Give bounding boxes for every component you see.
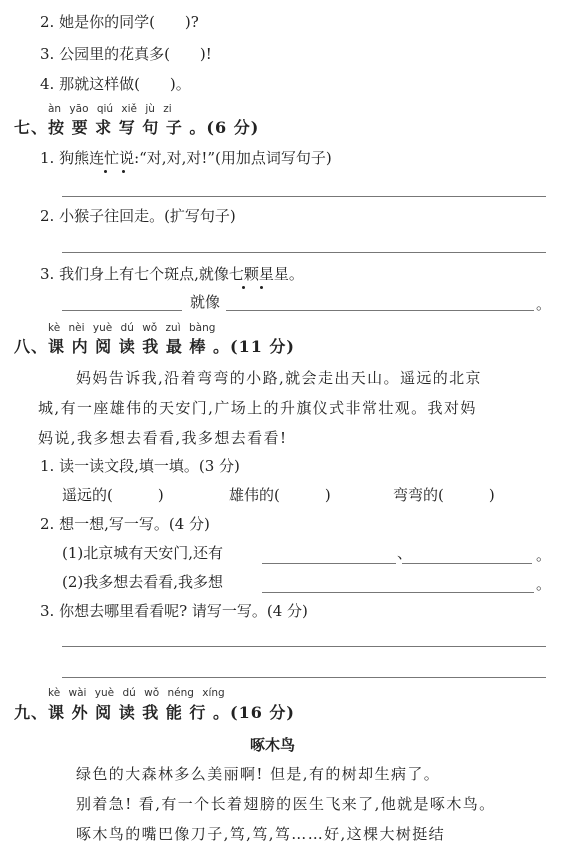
s8-q2-blank-3[interactable]	[262, 592, 534, 593]
s8-q1-item-2: 雄伟的( )	[229, 486, 331, 504]
s8-q2-blank-2[interactable]	[402, 563, 532, 564]
s7-q2-answer-line[interactable]	[62, 252, 546, 253]
s8-q3: 3. 你想去哪里看看呢? 请写一写。(4 分)	[40, 602, 308, 620]
s6-item-2: 2. 她是你的同学( )?	[40, 13, 199, 31]
s9-pinyin: kè wài yuè dú wǒ néng xíng	[48, 687, 225, 699]
s8-q1: 1. 读一读文段,填一填。(3 分)	[40, 457, 240, 475]
s9-heading: 九、课 外 阅 读 我 能 行 。(16 分)	[14, 703, 295, 722]
s8-q2: 2. 想一想,写一写。(4 分)	[40, 515, 210, 533]
s7-q3-blank-1[interactable]	[62, 310, 182, 311]
s8-q2-sub-1: (1)北京城有天安门,还有	[62, 544, 224, 562]
emphasis-dot	[242, 286, 245, 289]
s9-story-title: 啄木鸟	[250, 736, 296, 754]
emphasis-dot	[260, 286, 263, 289]
s7-q3-blank-2[interactable]	[226, 310, 534, 311]
s8-q2-blank-1[interactable]	[262, 563, 396, 564]
s8-q2-end-1: 。	[536, 546, 552, 564]
s8-heading: 八、课 内 阅 读 我 最 棒 。(11 分)	[14, 337, 295, 356]
s9-passage-line-3: 啄木鸟的嘴巴像刀子,笃,笃,笃……好,这棵大树挺结	[76, 825, 446, 843]
s7-q2: 2. 小猴子往回走。(扩写句子)	[40, 207, 236, 225]
s8-q2-sub-2: (2)我多想去看看,我多想	[62, 573, 224, 591]
s6-item-4: 4. 那就这样做( )。	[40, 75, 191, 93]
s7-pinyin: àn yāo qiú xiě jù zi	[48, 103, 172, 115]
s6-item-3: 3. 公园里的花真多( )!	[40, 45, 212, 63]
s9-passage-line-2: 别着急! 看,有一个长着翅膀的医生飞来了,他就是啄木鸟。	[76, 795, 496, 813]
s8-passage-line-1: 妈妈告诉我,沿着弯弯的小路,就会走出天山。遥远的北京	[76, 369, 482, 387]
s7-q1: 1. 狗熊连忙说:“对,对,对!”(用加点词写句子)	[40, 149, 332, 167]
s8-passage-line-3: 妈说,我多想去看看,我多想去看看!	[38, 429, 288, 447]
emphasis-dot	[122, 170, 125, 173]
s8-passage-line-2: 城,有一座雄伟的天安门,广场上的升旗仪式非常壮观。我对妈	[38, 399, 477, 417]
s8-q1-item-3: 弯弯的( )	[393, 486, 495, 504]
s9-passage-line-1: 绿色的大森林多么美丽啊! 但是,有的树却生病了。	[76, 765, 441, 783]
s7-heading: 七、按 要 求 写 句 子 。(6 分)	[14, 118, 260, 137]
s7-q1-answer-line[interactable]	[62, 196, 546, 197]
s8-q2-separator: 、	[397, 544, 413, 562]
s8-q2-end-2: 。	[536, 575, 552, 593]
s7-q3-word: 就像	[190, 293, 221, 311]
s7-q3-end: 。	[536, 295, 552, 313]
s7-q3: 3. 我们身上有七个斑点,就像七颗星星。	[40, 265, 304, 283]
emphasis-dot	[104, 170, 107, 173]
s8-q1-item-1: 遥远的( )	[62, 486, 164, 504]
s8-q3-answer-line-1[interactable]	[62, 646, 546, 647]
s8-pinyin: kè nèi yuè dú wǒ zuì bàng	[48, 322, 216, 334]
s8-q3-answer-line-2[interactable]	[62, 677, 546, 678]
